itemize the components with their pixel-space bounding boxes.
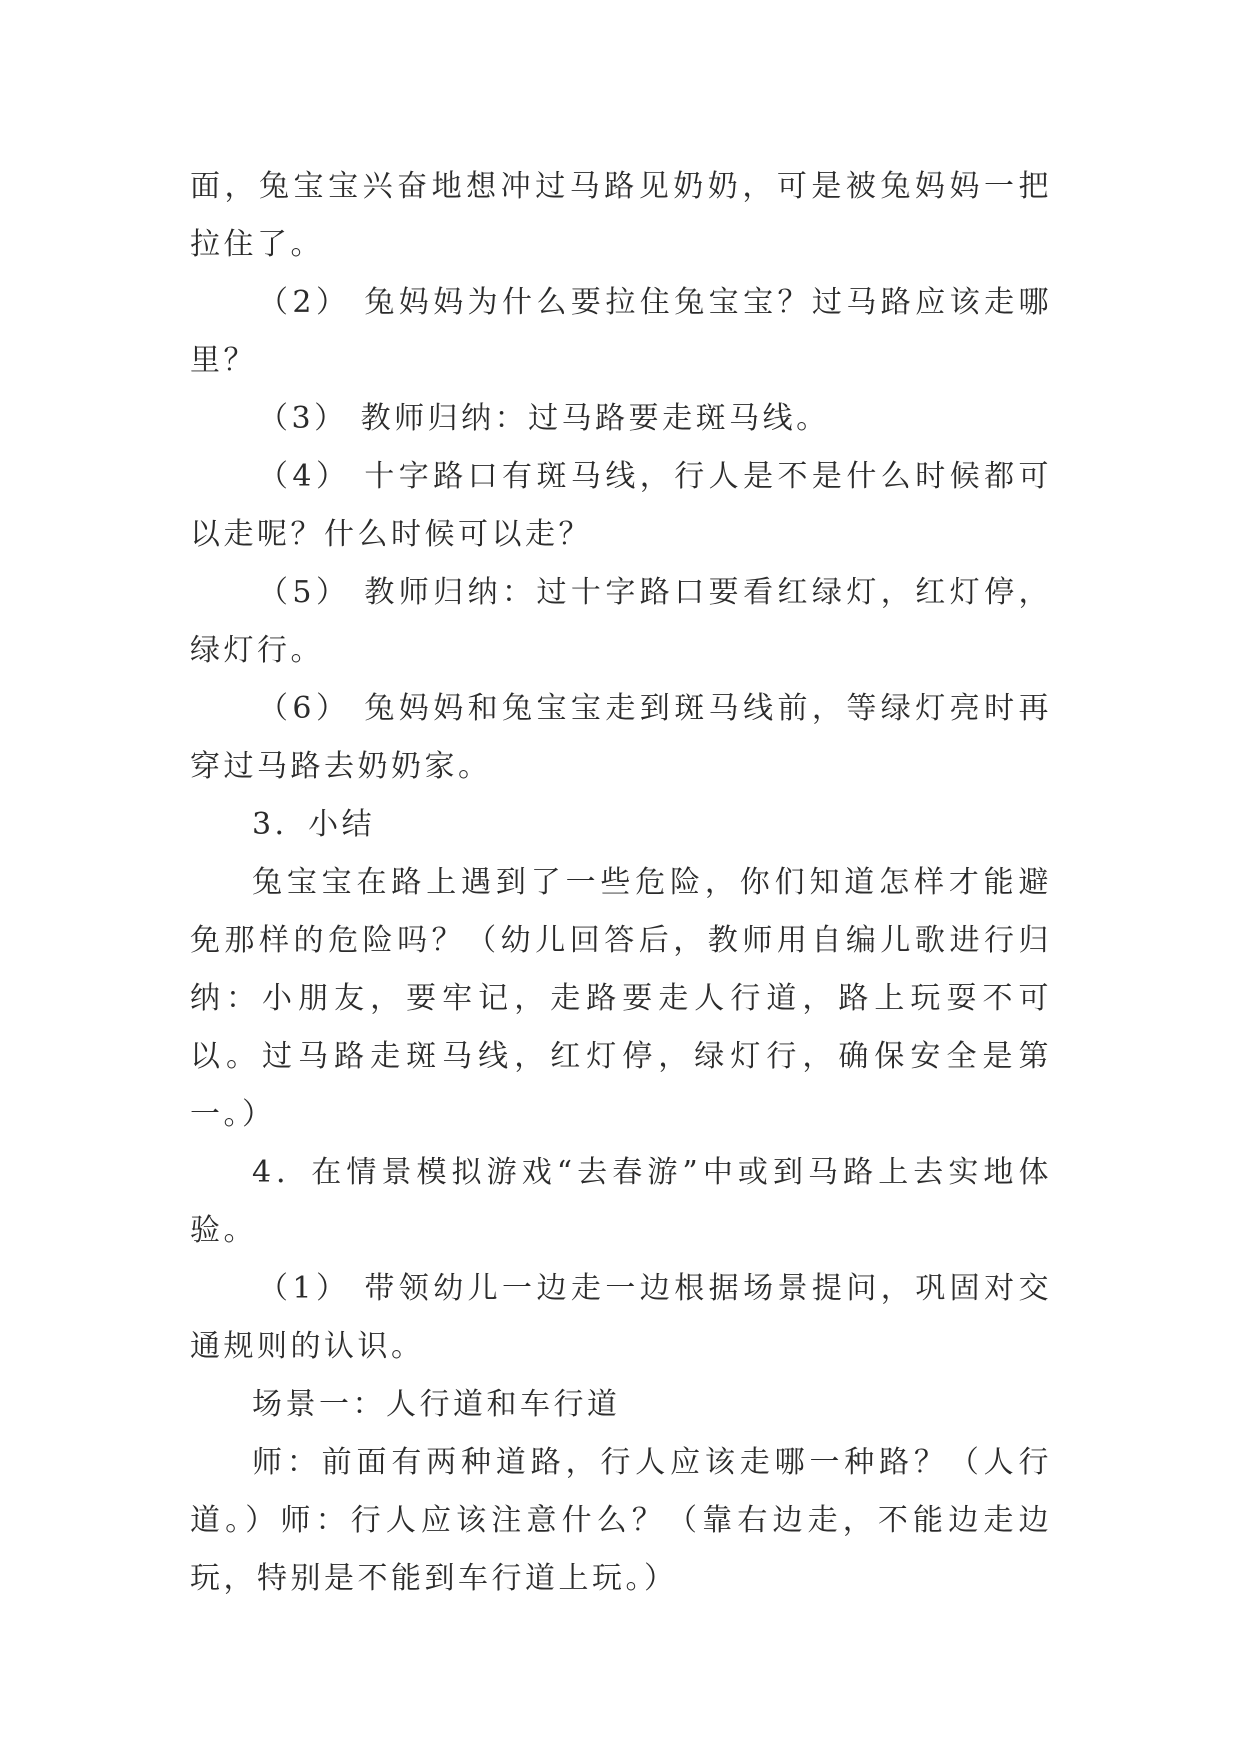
- paragraph-step-6: （6） 兔妈妈和兔宝宝走到斑马线前，等绿灯亮时再穿过马路去奶奶家。: [190, 691, 1052, 784]
- paragraph-step-4: （4） 十字路口有斑马线，行人是不是什么时候都可以走呢？什么时候可以走？: [190, 459, 1052, 552]
- paragraph-continuation: 面，兔宝宝兴奋地想冲过马路见奶奶，可是被兔妈妈一把拉住了。: [190, 169, 1052, 262]
- paragraph-dialogue: 师：前面有两种道路，行人应该走哪一种路？（人行道。）师：行人应该注意什么？（靠右边走，不能边走边玩，特别是不能到车行道上玩。）: [190, 1445, 1052, 1596]
- paragraph-game-step-1: （1） 带领幼儿一边走一边根据场景提问，巩固对交通规则的认识。: [190, 1271, 1052, 1364]
- section-heading-game: 4．在情景模拟游戏“去春游”中或到马路上去实地体验。: [190, 1155, 1052, 1248]
- section-heading-summary: 3．小结: [252, 807, 376, 842]
- document-body: [190, 158, 1052, 1608]
- paragraph-summary: 兔宝宝在路上遇到了一些危险，你们知道怎样才能避免那样的危险吗？（幼儿回答后，教师用自编儿歌进行归纳：小朋友，要牢记，走路要走人行道，路上玩耍不可以。过马路走斑马线，红灯停，绿灯行，确保安全是第一。）: [190, 865, 1052, 1132]
- paragraph-step-3: （3） 教师归纳：过马路要走斑马线。: [258, 401, 830, 436]
- paragraph-step-2: （2） 兔妈妈为什么要拉住兔宝宝？过马路应该走哪里？: [190, 285, 1052, 378]
- scene-heading-1: 场景一：人行道和车行道: [252, 1387, 621, 1422]
- paragraph-step-5: （5） 教师归纳：过十字路口要看红绿灯，红灯停，绿灯行。: [190, 575, 1052, 668]
